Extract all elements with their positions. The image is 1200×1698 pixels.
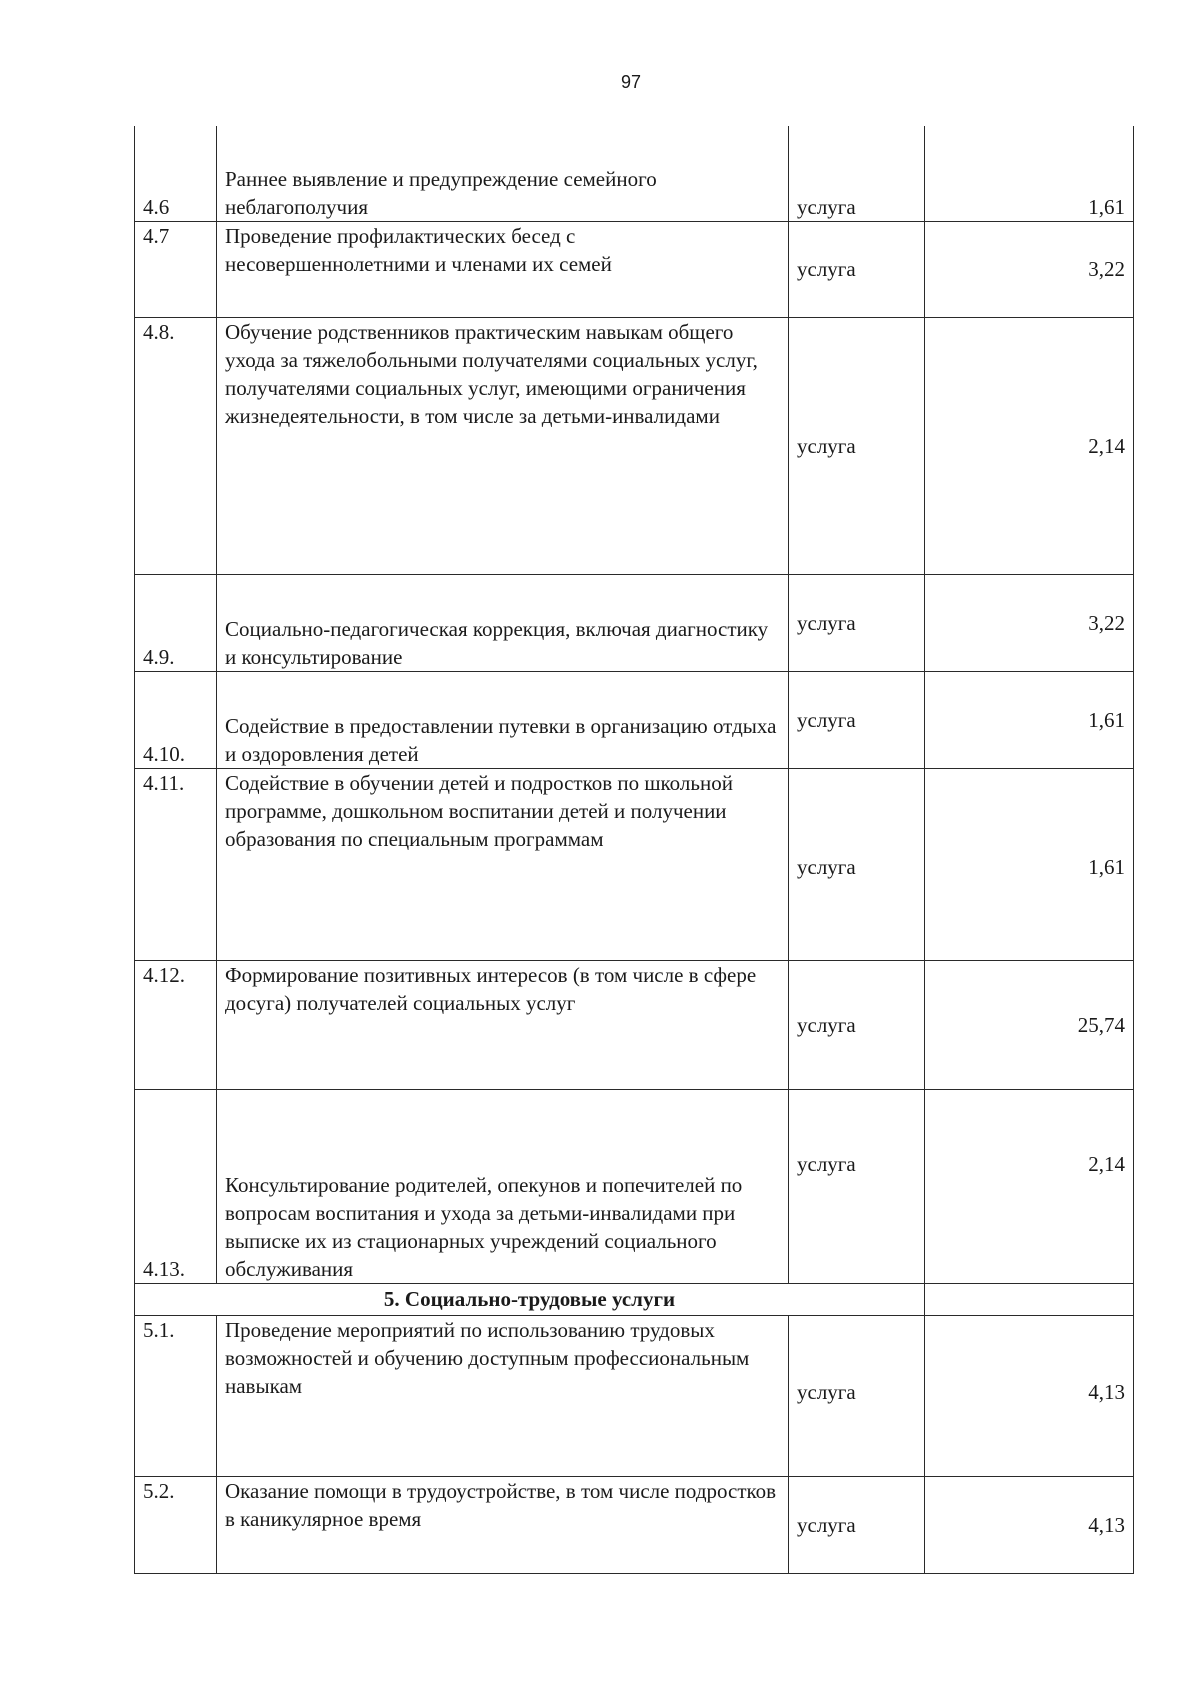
service-name: Содействие в предоставлении путевки в организацию отдыха и оздоровления детей: [217, 671, 789, 768]
row-number: 4.7: [135, 221, 217, 317]
unit-of-measure: услуга: [789, 1315, 925, 1476]
row-number: 5.1.: [135, 1315, 217, 1476]
unit-of-measure: услуга: [789, 960, 925, 1089]
row-number: 4.11.: [135, 768, 217, 960]
row-number: 4.9.: [135, 574, 217, 671]
service-value: 3,22: [925, 574, 1134, 671]
unit-of-measure: услуга: [789, 768, 925, 960]
page-number: 97: [620, 72, 642, 92]
table-row: [135, 768, 1134, 960]
row-number: 4.8.: [135, 317, 217, 574]
unit-of-measure: услуга: [789, 221, 925, 317]
service-value: 2,14: [925, 1089, 1134, 1283]
service-name: Содействие в обучении детей и подростков по школьной программе, дошкольном воспитании детей и получении образования по специальным программам: [217, 768, 789, 960]
section-title: 5. Социально-трудовые услуги: [135, 1283, 925, 1315]
tariff-table: [134, 126, 1134, 1574]
empty-cell: [925, 1283, 1134, 1315]
table-row: [135, 317, 1134, 574]
service-value: 3,22: [925, 221, 1134, 317]
service-value: 1,61: [925, 126, 1134, 221]
table-row: [135, 221, 1134, 317]
table-row: [135, 960, 1134, 1089]
unit-of-measure: услуга: [789, 671, 925, 768]
section-header-row: [135, 1283, 1134, 1315]
table-row: [135, 574, 1134, 671]
service-name: Формирование позитивных интересов (в том числе в сфере досуга) получателей социальных услуг: [217, 960, 789, 1089]
service-value: 1,61: [925, 768, 1134, 960]
unit-of-measure: услуга: [789, 1476, 925, 1573]
service-value: 4,13: [925, 1315, 1134, 1476]
service-name: Обучение родственников практическим навыкам общего ухода за тяжелобольными получателями социальных услуг, получателями социальных услуг, имеющими ограничения жизнедеятельности, в том числе за детьми-инвалидами: [217, 317, 789, 574]
service-value: 25,74: [925, 960, 1134, 1089]
service-value: 1,61: [925, 671, 1134, 768]
service-value: 2,14: [925, 317, 1134, 574]
table-row: [135, 126, 1134, 221]
service-name: Оказание помощи в трудоустройстве, в том числе подростков в каникулярное время: [217, 1476, 789, 1573]
service-value: 4,13: [925, 1476, 1134, 1573]
service-name: Социально-педагогическая коррекция, включая диагностику и консультирование: [217, 574, 789, 671]
service-name: Раннее выявление и предупреждение семейного неблагополучия: [217, 126, 789, 221]
table-row: [135, 1089, 1134, 1283]
unit-of-measure: услуга: [789, 126, 925, 221]
table-row: [135, 1315, 1134, 1476]
row-number: 5.2.: [135, 1476, 217, 1573]
unit-of-measure: услуга: [789, 317, 925, 574]
unit-of-measure: услуга: [789, 1089, 925, 1283]
unit-of-measure: услуга: [789, 574, 925, 671]
table-row: [135, 671, 1134, 768]
service-name: Проведение профилактических бесед с несовершеннолетними и членами их семей: [217, 221, 789, 317]
service-name: Проведение мероприятий по использованию трудовых возможностей и обучению доступным профессиональным навыкам: [217, 1315, 789, 1476]
row-number: 4.13.: [135, 1089, 217, 1283]
row-number: 4.12.: [135, 960, 217, 1089]
row-number: 4.6: [135, 126, 217, 221]
table-row: [135, 1476, 1134, 1573]
service-name: Консультирование родителей, опекунов и попечителей по вопросам воспитания и ухода за детьми-инвалидами при выписке их из стационарных учреждений социального обслуживания: [217, 1089, 789, 1283]
row-number: 4.10.: [135, 671, 217, 768]
